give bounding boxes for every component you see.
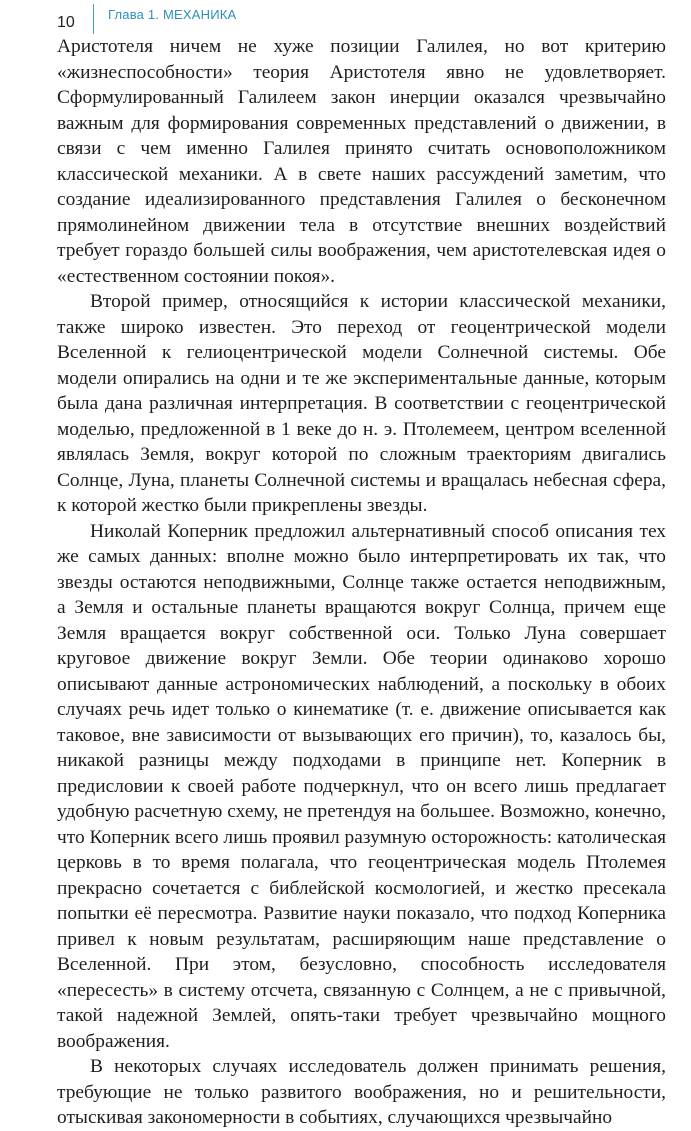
- header-divider: [93, 4, 94, 34]
- paragraph-2: Второй пример, относящийся к истории классической механики, также широко известен. Это переход от геоцентрической модели Вселенной к гелиоцентрической модели Солнечной системы. Обе модели опирались на одни и те же экспериментальные данные, которым была дана различная интерпретация. В соответствии с геоцентрической моделью, предложенной в 1 веке до н. э. Птолемеем, центром вселенной являлась Земля, вокруг которой по сложным траекториям двигались Солнце, Луна, планеты Солнечной системы и вращалась небесная сфера, к которой жестко были прикреплены звезды.: [57, 291, 666, 516]
- paragraph-3: Николай Коперник предложил альтернативный способ описания тех же самых данных: вполне можно было интерпретировать их так, что звезды остаются неподвижными, Солнце также остается неподвижным, а Земля и остальные планеты вращаются вокруг Солнца, причем еще Земля вращается вокруг собственной оси. Только Луна совершает круговое движение вокруг Земли. Обе теории одинаково хорошо описывают данные астрономических наблюдений, а поскольку в обоих случаях речь идет только о кинематике (т. е. движение описывается как таковое, вне зависимости от вызывающих его причин), то, казалось бы, никакой разницы между подходами в принципе нет. Коперник в предисловии к своей работе подчеркнул, что он всего лишь предлагает удобную расчетную схему, не претендуя на большее. Возможно, конечно, что Коперник всего лишь проявил разумную осторожность: католическая церковь в то время полагала, что геоцентрическая модель Птолемея прекрасно сочетается с библейской космологией, и жестко пресекала попытки её пересмотра. Развитие науки показало, что подход Коперника привел к новым результатам, расширяющим наше представление о Вселенной. При этом, безусловно, способность исследователя «пересесть» в систему отсчета, связанную с Солнцем, а не с привычной, такой надежной Землей, опять-таки требует чрезвычайно мощного воображения.: [57, 520, 666, 1052]
- page-number: 10: [57, 14, 75, 31]
- paragraph-4: В некоторых случаях исследователь должен принимать решения, требующие не только развитого воображения, но и решительности, отыскивая закономерности в событиях, случающихся чрезвычайно: [57, 1056, 666, 1128]
- body-text: [57, 34, 666, 1131]
- chapter-title: Глава 1. МЕХАНИКА: [108, 7, 237, 22]
- paragraph-1: Аристотеля ничем не хуже позиции Галилея, но вот критерию «жизнеспособности» теория Аристотеля явно не удовлетворяет. Сформулированный Галилеем закон инерции оказался чрезвычайно важным для формирования современных представлений о движении, в связи с чем именно Галилея принято считать основоположником классической механики. А в свете наших рассуждений заметим, что создание идеализированного представления Галилея о бесконечном прямолинейном движении тела в отсутствие внешних воздействий требует гораздо большей силы воображения, чем аристотелевская идея о «естественном состоянии покоя».: [57, 36, 666, 287]
